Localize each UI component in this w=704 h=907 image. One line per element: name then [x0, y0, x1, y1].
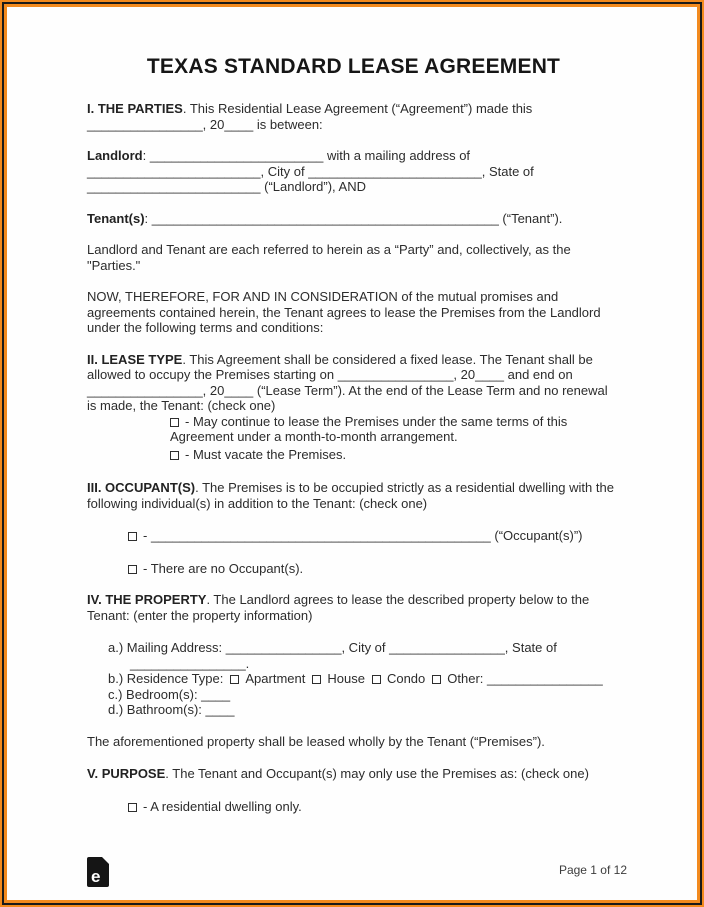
- condo-label: Condo: [386, 671, 426, 686]
- checkbox-apartment-icon[interactable]: [230, 675, 239, 684]
- residence-option-apartment: [230, 671, 305, 686]
- mailing-address-line: a.) Mailing Address: ________________, City of ________________, State of ________________.: [108, 640, 557, 671]
- section-purpose-body: . The Tenant and Occupant(s) may only use the Premises as: (check one): [165, 766, 589, 781]
- document-page: [7, 7, 697, 900]
- section-lease-type-heading: II. LEASE TYPE: [87, 351, 183, 367]
- dark-frame-line: [2, 2, 702, 905]
- residence-option-condo: [372, 671, 425, 686]
- checkbox-residential-dwelling-icon[interactable]: [128, 803, 137, 812]
- party-definition-paragraph: Landlord and Tenant are each referred to herein as a “Party” and, collectively, as the "Parties.": [87, 242, 571, 273]
- tenant-label: Tenant(s): [87, 210, 145, 226]
- section-property-heading: IV. THE PROPERTY: [87, 592, 207, 607]
- section-lease-type-paragraph: [87, 352, 620, 414]
- option-residential-dwelling: [128, 799, 620, 815]
- residence-option-other: [432, 671, 602, 686]
- section-lease-type-body: . This Agreement shall be considered a fixed lease. The Tenant shall be allowed to occupy the Premises starting on ________________, 20____ and end on ________________, 20____ (“Lease Term”). At the end of the Lease Term and no renewal is made, the Tenant: (check one): [87, 351, 608, 413]
- house-label: House: [327, 671, 365, 686]
- option-must-vacate: [170, 447, 620, 463]
- section-parties-heading: I. THE PARTIES: [87, 101, 183, 116]
- section-occupants-heading: III. OCCUPANT(S): [87, 480, 196, 495]
- bathrooms-line: d.) Bathroom(s): ____: [108, 702, 235, 717]
- eforms-logo-letter: e: [91, 867, 101, 886]
- lease-type-options: [170, 414, 620, 463]
- checkbox-condo-icon[interactable]: [372, 675, 381, 684]
- option-must-vacate-label: - Must vacate the Premises.: [185, 446, 347, 462]
- residence-option-house: [312, 671, 365, 686]
- section-parties-paragraph: [87, 101, 620, 132]
- document-title: TEXAS STANDARD LEASE AGREEMENT: [146, 55, 561, 78]
- section-property-body: . The Landlord agrees to lease the described property below to the Tenant: (enter the property information): [87, 592, 590, 623]
- premises-note-paragraph: The aforementioned property shall be leased wholly by the Tenant (“Premises”).: [87, 733, 545, 749]
- option-month-to-month: [170, 414, 620, 445]
- page-number: Page 1 of 12: [558, 862, 627, 877]
- residence-type-line: [87, 671, 620, 687]
- option-residential-dwelling-label: - A residential dwelling only.: [143, 798, 302, 814]
- option-occupant-names-label: - _______________________________________________ (“Occupant(s)”): [143, 528, 583, 543]
- eforms-document-logo: [87, 857, 109, 887]
- landlord-blanks: : ________________________ with a mailing address of ________________________, City of ________________________, State of ________________________ (“Landlord”), AND: [87, 148, 534, 194]
- section-property-paragraph: [87, 592, 620, 623]
- option-no-occupants: [128, 561, 620, 577]
- section-occupants-paragraph: [87, 480, 620, 511]
- bedrooms-line: c.) Bedroom(s): ____: [108, 686, 231, 702]
- tenant-line: [87, 211, 620, 227]
- tenant-blank: : ________________________________________________ (“Tenant”).: [144, 210, 563, 226]
- consideration-paragraph: NOW, THEREFORE, FOR AND IN CONSIDERATION of the mutual promises and agreements contained herein, the Tenant agrees to lease the Premises from the Landlord under the following terms and conditions:: [87, 289, 601, 335]
- section-purpose-paragraph: [87, 766, 620, 782]
- apartment-label: Apartment: [245, 671, 306, 686]
- section-purpose-heading: V. PURPOSE: [87, 766, 166, 781]
- residence-type-label: b.) Residence Type:: [108, 671, 224, 686]
- checkbox-no-occupants-icon[interactable]: [128, 565, 137, 574]
- section-parties-body: . This Residential Lease Agreement (“Agreement”) made this ________________, 20____ is between:: [87, 101, 533, 132]
- landlord-line: [87, 148, 620, 195]
- checkbox-must-vacate-icon[interactable]: [170, 451, 179, 460]
- checkbox-other-icon[interactable]: [432, 675, 441, 684]
- property-detail-list: [87, 640, 620, 718]
- option-no-occupants-label: - There are no Occupant(s).: [143, 560, 304, 576]
- checkbox-occupant-names-icon[interactable]: [128, 532, 137, 541]
- other-label: Other: ________________: [447, 671, 603, 686]
- checkbox-month-to-month-icon[interactable]: [170, 418, 179, 427]
- landlord-label: Landlord: [87, 148, 143, 163]
- option-occupant-names: [128, 528, 620, 544]
- section-occupants-body: . The Premises is to be occupied strictly as a residential dwelling with the following individual(s) in addition to the Tenant: (check one): [87, 480, 614, 511]
- checkbox-house-icon[interactable]: [312, 675, 321, 684]
- inner-orange-frame: [4, 4, 700, 903]
- option-month-to-month-label: - May continue to lease the Premises under the same terms of this Agreement under a month-to-month arrangement.: [170, 413, 568, 444]
